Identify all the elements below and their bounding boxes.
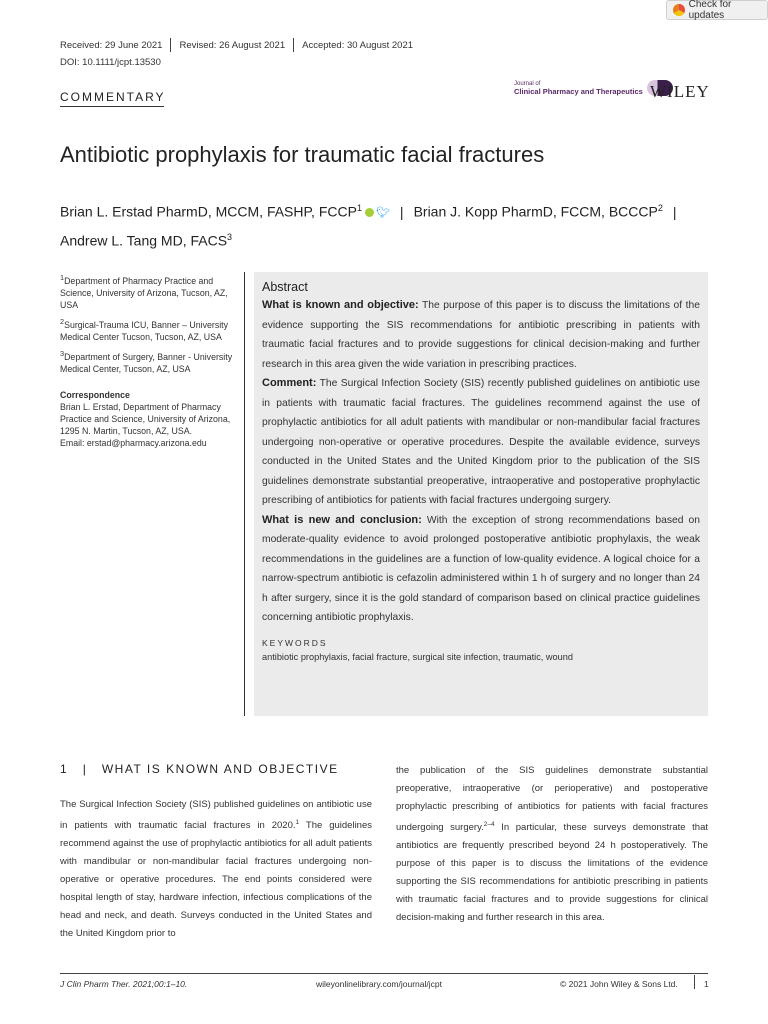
body-paragraph (60, 796, 372, 943)
affiliation-text: Surgical-Trauma ICU, Banner – University Medical Center Tucson, Tucson, AZ, USA (60, 319, 229, 342)
affiliations-column (60, 272, 238, 454)
abstract-heading: Abstract (262, 280, 308, 294)
article-type: COMMENTARY (60, 90, 166, 104)
journal-logo[interactable] (514, 80, 673, 96)
keywords-heading: KEYWORDS (262, 637, 328, 648)
keywords: antibiotic prophylaxis, facial fracture, surgical site infection, traumatic, wound (262, 651, 573, 662)
body-text: the publication of the SIS guidelines demonstrate substantial preoperative, intraoperative (or perioperative) and postoperative prophylactic prescribing of antibiotics for patients with facial fractures undergoing surgery. (396, 765, 708, 834)
correspondence-text: Brian L. Erstad, Department of Pharmacy Practice and Science, University of Arizona, 1295 N. Martin, Tucson, AZ, USA. (60, 401, 231, 436)
body-column-left (60, 796, 372, 943)
journal-name: Clinical Pharmacy and Therapeutics (514, 87, 643, 96)
author-name[interactable]: Brian L. Erstad PharmD, MCCM, FASHP, FCCP (60, 203, 357, 220)
abstract-section-label: What is new and conclusion: (262, 513, 422, 526)
date-divider (170, 38, 171, 52)
body-text: The Surgical Infection Society (SIS) published guidelines on antibiotic use in patients with traumatic facial fractures in 2020. (60, 799, 372, 832)
revised-date: Revised: 26 August 2021 (179, 39, 286, 51)
date-divider (293, 38, 294, 52)
author-affiliation-sup: 1 (356, 203, 362, 213)
abstract-box (254, 272, 708, 716)
received-date: Received: 29 June 2021 (60, 39, 163, 51)
check-for-updates-label: Check for updates (688, 0, 732, 21)
affiliation (60, 316, 238, 343)
abstract-section (262, 511, 700, 628)
abstract-section-text: With the exception of strong recommendations based on moderate-quality evidence to avoid prolonged postoperative antibiotic prophylaxis, the weak recommendations in the guidelines are a function of low-quality evidence. A logical choice for a narrow-spectrum antibiotic is cefazolin administered within 1 h of surgery and no longer than 24 h after surgery, since it is the gold standard of comparison based on clinical practice guidelines concerning antibiotic prophylaxis. (262, 514, 700, 623)
journal-small: Journal of (514, 81, 541, 87)
abstract-section-label: Comment: (262, 377, 317, 389)
author-divider: | (399, 203, 404, 220)
body-text: The guidelines recommend against the use of prophylactic antibiotics for all adult patients with mandibular or non-mandibular facial fractures undergoing non-operative or operative procedures. The end points considered were hospital length of stay, hardware infection, infectious complications of the head and neck, and death. Surveys conducted in the United States and the United Kingdom prior to (60, 820, 373, 940)
correspondence-email[interactable]: Email: erstad@pharmacy.arizona.edu (60, 437, 207, 448)
page-number: 1 (704, 979, 709, 989)
author-divider: | (672, 203, 677, 220)
abstract-section (262, 374, 700, 511)
affiliation-text: Department of Pharmacy Practice and Science, University of Arizona, Tucson, AZ, USA (60, 275, 228, 310)
footer-copyright: © 2021 John Wiley & Sons Ltd. (560, 979, 678, 989)
publisher-logo[interactable]: WILEY (650, 82, 710, 101)
author-affiliation-sup: 3 (227, 231, 233, 242)
column-divider (244, 272, 245, 716)
affiliation (60, 272, 238, 311)
citation-ref[interactable]: 2–4 (483, 821, 495, 828)
abstract-section (262, 296, 700, 374)
accepted-date: Accepted: 30 August 2021 (302, 39, 414, 51)
footer-divider (694, 975, 695, 989)
author-name[interactable]: Andrew L. Tang MD, FACS (60, 232, 228, 249)
abstract-section-text: The Surgical Infection Society (SIS) recently published guidelines on antibiotic use in patients with traumatic facial fractures. The guidelines recommend against the use of prophylactic antibiotics for all adult patients with mandibular or non-mandibular facial fractures undergoing non-operative or operative procedures. Despite the available evidence, surveys conducted in the United States and the United Kingdom prior to the publication of the SIS guidelines demonstrate substantial preoperative, intraoperative and postoperative prophylactic prescribing of antibiotics for patients with facial fractures undergoing surgery. (262, 378, 700, 506)
body-column-right (396, 762, 708, 927)
journal-logo-text (514, 81, 643, 95)
author-list (60, 196, 720, 253)
twitter-icon[interactable]: 🐦︎ (375, 206, 390, 219)
affiliation-sup: 3 (60, 348, 65, 358)
article-type-underline (60, 106, 164, 107)
article-dates (60, 38, 413, 52)
section-number: 1 (60, 762, 69, 776)
affiliation (60, 348, 238, 375)
check-for-updates-button[interactable] (666, 0, 768, 20)
abstract-section-label: What is known and objective: (262, 299, 419, 311)
affiliation-sup: 1 (60, 273, 65, 282)
author-name[interactable]: Brian J. Kopp PharmD, FCCM, BCCCP (413, 203, 658, 220)
section-title: WHAT IS KNOWN AND OBJECTIVE (101, 762, 339, 776)
doi[interactable]: DOI: 10.1111/jcpt.13530 (60, 57, 161, 68)
citation-ref[interactable]: 1 (295, 819, 300, 826)
section-divider: | (82, 762, 88, 776)
article-title: Antibiotic prophylaxis for traumatic facial fractures (60, 142, 545, 167)
orcid-icon[interactable] (365, 208, 374, 217)
body-paragraph (396, 762, 708, 927)
crossmark-icon (673, 4, 685, 16)
affiliation-text: Department of Surgery, Banner - University Medical Center, Tucson, AZ, USA (60, 351, 233, 374)
footer-url[interactable]: wileyonlinelibrary.com/journal/jcpt (316, 979, 442, 989)
footer-citation: J Clin Pharm Ther. 2021;00:1–10. (60, 979, 188, 989)
abstract-section-text: The purpose of this paper is to discuss the limitations of the evidence supporting the SIS recommendations for antibiotic prescribing in patients with traumatic facial fractures and to provide suggestions for clinical decision-making and further research in this area given the wide variation in prescribing practices. (262, 300, 700, 370)
body-text: In particular, these surveys demonstrate that antibiotics are frequently prescribed beyond 24 h postoperatively. The purpose of this paper is to discuss the limitations of the evidence supporting the SIS recommendations for antibiotic prescribing in patients with traumatic facial fractures and to provide suggestions for clinical decision-making and further research in this area. (396, 822, 708, 924)
author-affiliation-sup: 2 (657, 203, 663, 213)
affiliation-sup: 2 (60, 316, 65, 326)
footer-rule (60, 973, 708, 974)
correspondence-heading: Correspondence (60, 389, 130, 400)
section-heading (60, 762, 339, 776)
